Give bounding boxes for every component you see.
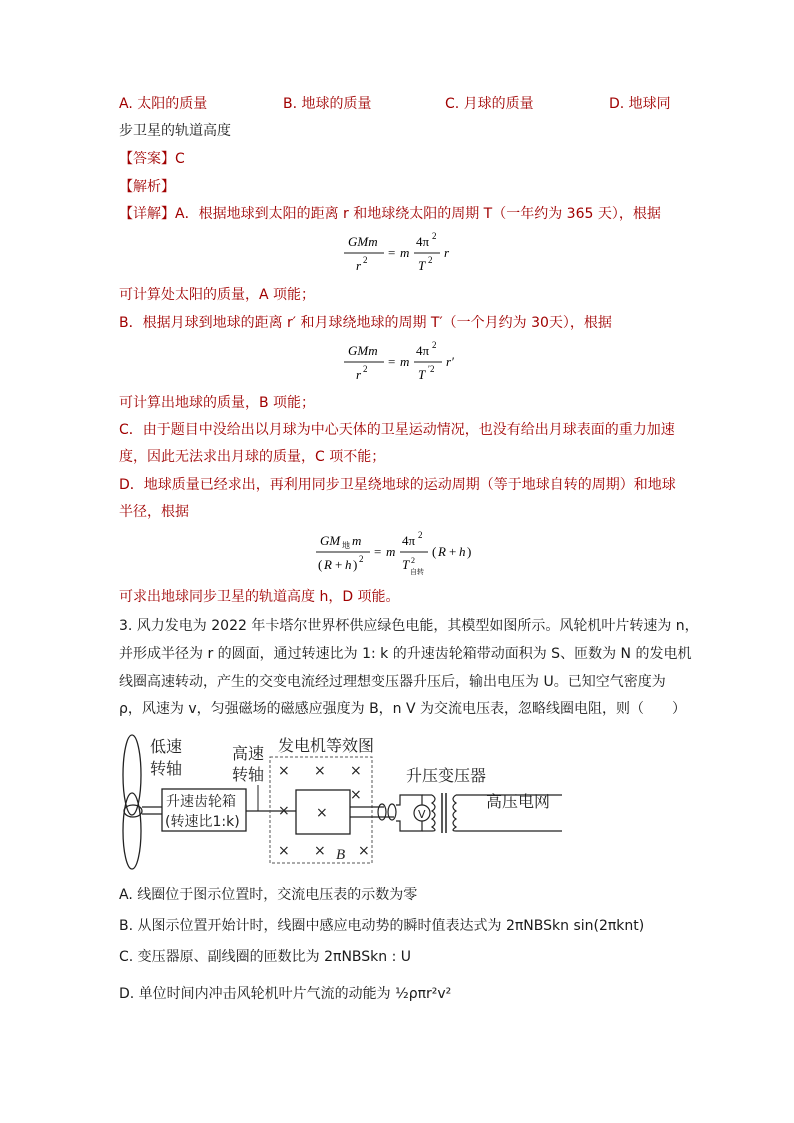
svg-text:4π: 4π xyxy=(402,533,416,548)
answer: 【答案】C xyxy=(119,151,185,167)
svg-text:R: R xyxy=(324,557,332,572)
field-cross: × xyxy=(358,843,370,859)
svg-text:地: 地 xyxy=(342,541,350,550)
detail-line-2: 可计算处太阳的质量，A 项能； xyxy=(119,287,316,303)
svg-text:2: 2 xyxy=(428,255,433,265)
detail-line-1: 【详解】A．根据地球到太阳的距离 r 和地球绕太阳的周期 T（一年约为 365 天），根据 xyxy=(119,206,661,222)
svg-text:GMm: GMm xyxy=(348,234,378,249)
svg-text:2: 2 xyxy=(418,530,423,540)
option-d: D. 单位时间内冲击风轮机叶片气流的动能为 ½ρπr²v² xyxy=(119,986,452,1002)
svg-text:): ) xyxy=(353,557,358,572)
detail-line-5: C．由于题目中没给出以月球为中心天体的卫星运动情况，也没有给出月球表面的重力加速 xyxy=(119,422,675,438)
svg-text:GMm: GMm xyxy=(348,343,378,358)
transformer-secondary-coil xyxy=(453,795,456,831)
voltmeter-label: V xyxy=(418,808,426,821)
transformer-primary-coil xyxy=(432,795,435,831)
option-c-prev: C. 月球的质量 xyxy=(445,96,534,112)
field-cross: × xyxy=(278,763,290,779)
field-cross: × xyxy=(278,843,290,859)
svg-text:2: 2 xyxy=(432,340,437,350)
field-cross: × xyxy=(316,805,328,821)
svg-text:(: ( xyxy=(432,544,437,559)
svg-text:′2: ′2 xyxy=(428,364,435,374)
svg-text:T: T xyxy=(418,367,426,382)
svg-text:=: = xyxy=(374,544,382,559)
option-d-continuation: 步卫星的轨道高度 xyxy=(119,123,231,139)
label-generator: 发电机等效图 xyxy=(278,736,375,755)
svg-text:自转: 自转 xyxy=(410,568,424,576)
svg-text:r: r xyxy=(356,258,362,273)
formula-3 xyxy=(314,527,484,583)
svg-text:R: R xyxy=(438,544,446,559)
detail-line-6: 度，因此无法求出月球的质量，C 项不能； xyxy=(119,449,386,465)
field-cross: × xyxy=(278,803,290,819)
q3-line-4: ρ，风速为 v，匀强磁场的磁感应强度为 B，n V 为交流电压表，忽略线圈电阻，则（ ） xyxy=(119,701,687,717)
field-cross: × xyxy=(350,763,362,779)
label-low-speed-1: 低速 xyxy=(150,737,183,756)
svg-text:=: = xyxy=(388,245,396,260)
svg-text:m: m xyxy=(400,354,410,369)
svg-text:2: 2 xyxy=(363,255,368,265)
label-high-speed-2: 转轴 xyxy=(232,765,265,784)
svg-text:T: T xyxy=(402,557,410,572)
q3-line-2: 并形成半径为 r 的圆面，通过转速比为 1: k 的升速齿轮箱带动面积为 S、匝数为 N 的发电机 xyxy=(119,646,692,662)
svg-text:h: h xyxy=(345,557,352,572)
wind-generator-diagram xyxy=(120,733,580,877)
formula-1 xyxy=(340,228,470,282)
option-b-prev: B. 地球的质量 xyxy=(283,96,372,112)
label-gearbox-1: 升速齿轮箱 xyxy=(166,794,236,810)
detail-line-7: D．地球质量已经求出，再利用同步卫星绕地球的运动周期（等于地球自转的周期）和地球 xyxy=(119,477,676,493)
detail-line-3: B．根据月球到地球的距离 r′ 和月球绕地球的周期 T′（一个月约为 30天），根据 xyxy=(119,315,612,331)
label-grid: 高压电网 xyxy=(486,792,551,811)
svg-text:4π: 4π xyxy=(416,234,430,249)
label-low-speed-2: 转轴 xyxy=(150,759,183,778)
formula-2 xyxy=(340,337,470,391)
svg-text:m: m xyxy=(400,245,410,260)
detail-line-8: 半径，根据 xyxy=(119,504,189,520)
label-transformer: 升压变压器 xyxy=(406,766,487,785)
field-label-b: B xyxy=(336,847,346,863)
svg-text:): ) xyxy=(467,544,472,559)
q3-line-1: 3. 风力发电为 2022 年卡塔尔世界杯供应绿色电能，其模型如图所示。风轮机叶片转速为 n， xyxy=(119,618,699,634)
svg-text:r: r xyxy=(356,367,362,382)
option-c: C. 变压器原、副线圈的匝数比为 2πNBSkn : U xyxy=(119,949,412,965)
field-cross: × xyxy=(350,787,362,803)
svg-text:2: 2 xyxy=(432,231,437,241)
svg-text:(: ( xyxy=(318,557,323,572)
svg-text:2: 2 xyxy=(411,556,415,565)
detail-line-9: 可求出地球同步卫星的轨道高度 h，D 项能。 xyxy=(119,589,400,605)
svg-text:r′: r′ xyxy=(446,354,454,369)
svg-text:+: + xyxy=(335,557,343,572)
svg-text:=: = xyxy=(388,354,396,369)
option-b: B. 从图示位置开始计时，线圈中感应电动势的瞬时值表达式为 2πNBSkn sin(2πknt) xyxy=(119,918,645,934)
svg-text:T: T xyxy=(418,258,426,273)
analysis-label: 【解析】 xyxy=(119,179,175,195)
svg-text:GM: GM xyxy=(320,533,341,548)
svg-text:m: m xyxy=(386,544,396,559)
option-a: A. 线圈位于图示位置时，交流电压表的示数为零 xyxy=(119,887,418,903)
svg-text:2: 2 xyxy=(359,554,364,564)
field-cross: × xyxy=(314,843,326,859)
q3-line-3: 线圈高速转动，产生的交变电流经过理想变压器升压后，输出电压为 U。已知空气密度为 xyxy=(119,674,666,690)
option-d-prev: D. 地球同 xyxy=(609,96,671,112)
svg-text:m: m xyxy=(352,533,362,548)
detail-line-4: 可计算出地球的质量，B 项能； xyxy=(119,395,316,411)
option-a-prev: A. 太阳的质量 xyxy=(119,96,208,112)
svg-text:r: r xyxy=(444,245,450,260)
field-cross: × xyxy=(314,763,326,779)
label-gearbox-2: (转速比1:k) xyxy=(165,814,240,830)
label-high-speed-1: 高速 xyxy=(232,744,265,763)
svg-text:4π: 4π xyxy=(416,343,430,358)
svg-text:+: + xyxy=(449,544,457,559)
svg-text:h: h xyxy=(459,544,466,559)
svg-text:2: 2 xyxy=(363,364,368,374)
